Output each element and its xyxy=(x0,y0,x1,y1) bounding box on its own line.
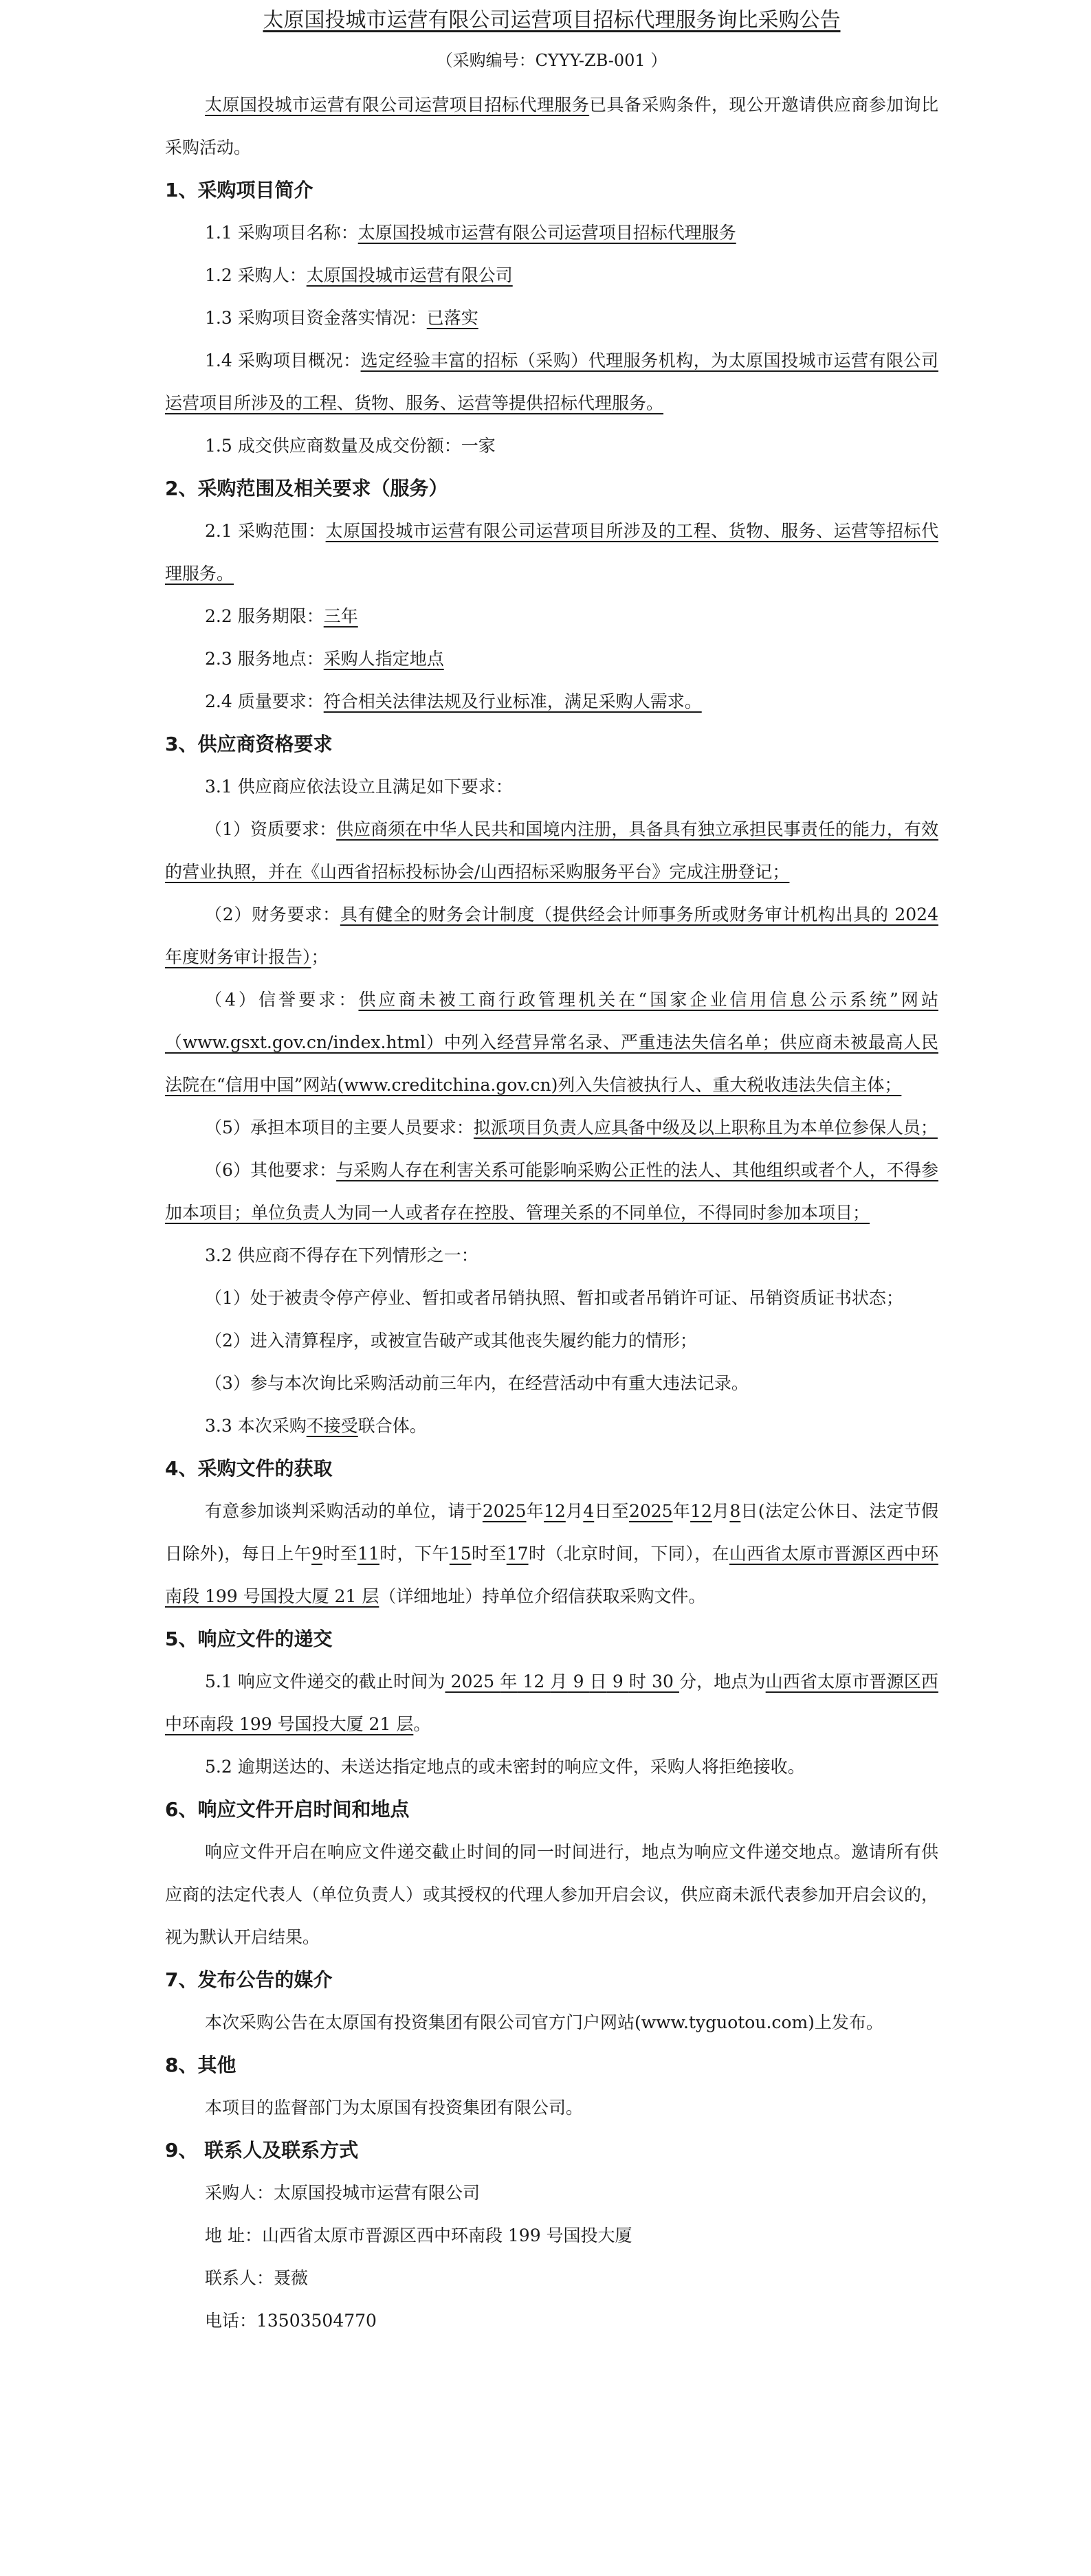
section-2-heading: 2、采购范围及相关要求（服务） xyxy=(165,477,448,500)
item-3-2: 3.2 供应商不得存在下列情形之一： xyxy=(205,1245,478,1265)
contact-person: 联系人：聂薇 xyxy=(205,2268,309,2288)
section-5-heading: 5、响应文件的递交 xyxy=(165,1628,333,1650)
item-2-1: 2.1 采购范围：太原国投城市运营有限公司运营项目所涉及的工程、货物、服务、运营等招标代理服务。 xyxy=(165,521,938,584)
exclusion-1: （1）处于被责令停产停业、暂扣或者吊销执照、暂扣或者吊销许可证、吊销资质证书状态； xyxy=(205,1288,903,1308)
contact-phone: 电话：13503504770 xyxy=(205,2311,377,2331)
section-7-heading: 7、发布公告的媒介 xyxy=(165,1968,333,1991)
section-6-heading: 6、响应文件开启时间和地点 xyxy=(165,1798,410,1821)
item-1-1: 1.1 采购项目名称：太原国投城市运营有限公司运营项目招标代理服务 xyxy=(205,223,736,243)
intro-paragraph xyxy=(165,84,938,169)
intro-text: 已具备采购条件，现公开邀请供应商参加询比采购活动。 xyxy=(165,95,938,157)
item-1-3: 1.3 采购项目资金落实情况：已落实 xyxy=(205,308,478,328)
qualification-5: （5）承担本项目的主要人员要求：拟派项目负责人应具备中级及以上职称且为本单位参保人员； xyxy=(205,1118,938,1137)
intro-project-name: 太原国投城市运营有限公司运营项目招标代理服务 xyxy=(205,95,590,115)
section-9-heading: 9、 联系人及联系方式 xyxy=(165,2139,359,2162)
contact-purchaser: 采购人：太原国投城市运营有限公司 xyxy=(205,2183,481,2203)
item-1-4: 1.4 采购项目概况：选定经验丰富的招标（采购）代理服务机构，为太原国投城市运营有限公司运营项目所涉及的工程、货物、服务、运营等提供招标代理服务。 xyxy=(165,351,938,413)
item-2-3: 2.3 服务地点：采购人指定地点 xyxy=(205,649,444,669)
opening-paragraph: 响应文件开启在响应文件递交截止时间的同一时间进行，地点为响应文件递交地点。邀请所有供应商的法定代表人（单位负责人）或其授权的代理人参加开启会议，供应商未派代表参加开启会议的，视为默认开启结果。 xyxy=(165,1842,939,1947)
exclusion-2: （2）进入清算程序，或被宣告破产或其他丧失履约能力的情形； xyxy=(205,1331,697,1351)
publishing-media-paragraph: 本次采购公告在太原国有投资集团有限公司官方门户网站(www.tyguotou.com)上发布。 xyxy=(205,2012,883,2032)
qualification-4: （4）信誉要求：供应商未被工商行政管理机关在“国家企业信用信息公示系统”网站（www.gsxt.gov.cn/index.html）中列入经营异常名录、严重违法失信名单；供应商未被最高人民法院在“信用中国”网站(www.creditchina.gov.cn)列入失信被执行人、重大税收违法失信主体； xyxy=(165,990,938,1095)
document-acquisition-paragraph: 有意参加谈判采购活动的单位，请于2025年12月4日至2025年12月8日(法定公休日、法定节假日除外)，每日上午9时至11时，下午15时至17时（北京时间，下同），在山西省太原市晋源区西中环南段 199 号国投大厦 21 层（详细地址）持单位介绍信获取采购文件。 xyxy=(165,1501,938,1606)
other-paragraph: 本项目的监督部门为太原国有投资集团有限公司。 xyxy=(205,2098,584,2118)
qualification-1: （1）资质要求：供应商须在中华人民共和国境内注册，具备具有独立承担民事责任的能力，有效的营业执照，并在《山西省招标投标协会/山西招标采购服务平台》完成注册登记； xyxy=(165,819,938,882)
qualification-2: （2）财务要求：具有健全的财务会计制度（提供经会计师事务所或财务审计机构出具的 2024 年度财务审计报告）； xyxy=(165,904,938,967)
exclusion-3: （3）参与本次询比采购活动前三年内，在经营活动中有重大违法记录。 xyxy=(205,1373,749,1393)
section-8-heading: 8、其他 xyxy=(165,2054,236,2076)
item-5-1: 5.1 响应文件递交的截止时间为 2025 年 12 月 9 日 9 时 30 分，地点为山西省太原市晋源区西中环南段 199 号国投大厦 21 层。 xyxy=(165,1672,938,1734)
qualification-6: （6）其他要求：与采购人存在利害关系可能影响采购公正性的法人、其他组织或者个人，不得参加本项目；单位负责人为同一人或者存在控股、管理关系的不同单位，不得同时参加本项目； xyxy=(165,1160,938,1223)
section-4-heading: 4、采购文件的获取 xyxy=(165,1457,333,1480)
section-3-heading: 3、供应商资格要求 xyxy=(165,733,333,755)
page-title: 太原国投城市运营有限公司运营项目招标代理服务询比采购公告 xyxy=(263,8,841,32)
procurement-number: （采购编号：CYYY-ZB-001 ） xyxy=(436,51,668,70)
item-1-5: 1.5 成交供应商数量及成交份额：一家 xyxy=(205,436,496,456)
section-1-heading: 1、采购项目简介 xyxy=(165,179,313,201)
contact-address: 地 址：山西省太原市晋源区西中环南段 199 号国投大厦 xyxy=(205,2225,632,2245)
item-2-2: 2.2 服务期限：三年 xyxy=(205,606,358,626)
item-5-2: 5.2 逾期送达的、未送达指定地点的或未密封的响应文件，采购人将拒绝接收。 xyxy=(205,1757,805,1777)
item-2-4: 2.4 质量要求：符合相关法律法规及行业标准，满足采购人需求。 xyxy=(205,691,702,711)
item-3-3: 3.3 本次采购不接受联合体。 xyxy=(205,1416,427,1436)
item-3-1: 3.1 供应商应依法设立且满足如下要求： xyxy=(205,777,513,797)
item-1-2: 1.2 采购人：太原国投城市运营有限公司 xyxy=(205,265,513,285)
